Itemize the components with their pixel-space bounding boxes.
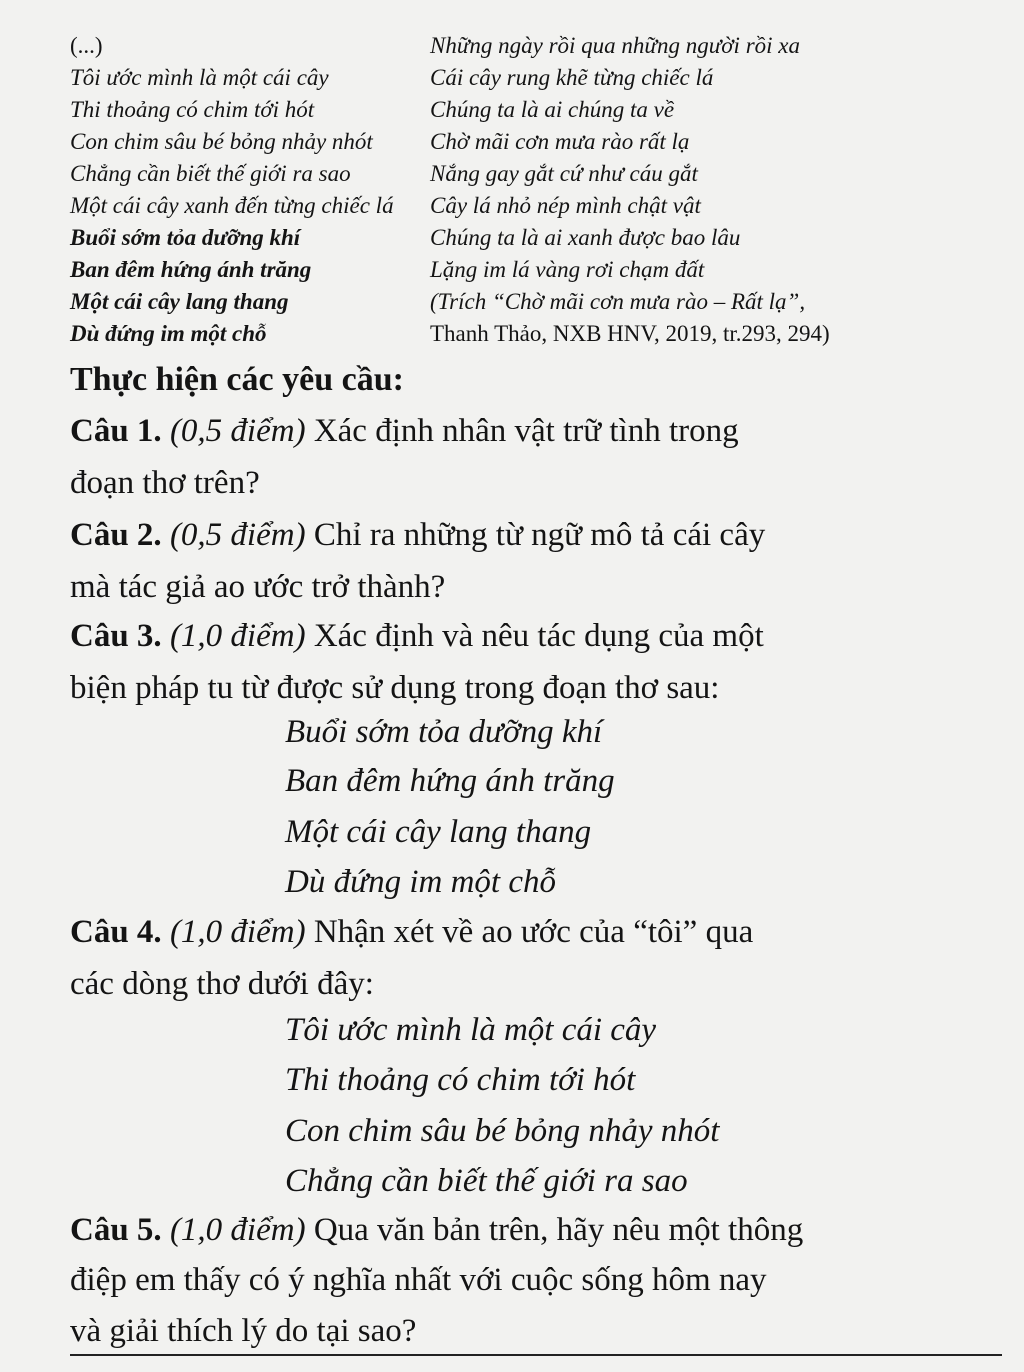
- excerpt-line: Con chim sâu bé bỏng nhảy nhót: [285, 1113, 720, 1149]
- poem-line-left: Dù đứng im một chỗ: [70, 321, 267, 346]
- question-3-cont: biện pháp tu từ được sử dụng trong đoạn thơ sau:: [70, 670, 720, 706]
- excerpt-line: Tôi ước mình là một cái cây: [285, 1012, 657, 1048]
- question-5-cont: điệp em thấy có ý nghĩa nhất với cuộc sống hôm nay: [70, 1262, 767, 1298]
- question-5-cont: và giải thích lý do tại sao?: [70, 1313, 417, 1349]
- excerpt-line: Buổi sớm tỏa dưỡng khí: [285, 714, 603, 750]
- question-text: Xác định nhân vật trữ tình trong: [313, 413, 739, 449]
- question-label: Câu 2.: [70, 517, 162, 553]
- question-1: [70, 405, 1005, 457]
- question-4: [70, 906, 1005, 958]
- question-label: Câu 4.: [70, 914, 162, 950]
- instructions-heading: Thực hiện các yêu cầu:: [70, 361, 404, 398]
- question-text: Nhận xét về ao ước của “tôi” qua: [313, 914, 754, 950]
- poem-line-right: Cái cây rung khẽ từng chiếc lá: [430, 65, 714, 90]
- bottom-rule: [70, 1354, 1002, 1356]
- poem-line-left: (...): [70, 33, 103, 58]
- poem-line-right: Những ngày rồi qua những người rồi xa: [430, 33, 800, 58]
- poem-line-right: Chờ mãi cơn mưa rào rất lạ: [430, 129, 690, 154]
- question-2: [70, 509, 1005, 561]
- excerpt-line: Ban đêm hứng ánh trăng: [285, 763, 615, 799]
- poem-line-left: Con chim sâu bé bỏng nhảy nhót: [70, 129, 373, 154]
- question-text: Xác định và nêu tác dụng của một: [313, 618, 764, 654]
- excerpt-line: Dù đứng im một chỗ: [285, 864, 556, 900]
- poem-line-right: Chúng ta là ai chúng ta về: [430, 97, 675, 122]
- question-label: Câu 1.: [70, 413, 162, 449]
- poem-source-citation: (Trích “Chờ mãi cơn mưa rào – Rất lạ”,: [430, 289, 806, 314]
- poem-line-right: Chúng ta là ai xanh được bao lâu: [430, 225, 741, 250]
- poem-line-left: Chẳng cần biết thế giới ra sao: [70, 161, 351, 186]
- question-points: (1,0 điểm): [169, 914, 306, 950]
- poem-line-left: Ban đêm hứng ánh trăng: [70, 257, 312, 282]
- poem-line-left: Một cái cây lang thang: [70, 289, 289, 314]
- poem-line-right: Nắng gay gắt cứ như cáu gắt: [430, 161, 698, 186]
- question-points: (1,0 điểm): [169, 1212, 306, 1248]
- question-4-cont: các dòng thơ dưới đây:: [70, 966, 374, 1002]
- poem-line-right: Lặng im lá vàng rơi chạm đất: [430, 257, 705, 282]
- poem-line-left: Một cái cây xanh đến từng chiếc lá: [70, 193, 394, 218]
- excerpt-line: Thi thoảng có chim tới hót: [285, 1062, 636, 1098]
- poem-source-citation: Thanh Thảo, NXB HNV, 2019, tr.293, 294): [430, 321, 830, 346]
- question-3: [70, 610, 1005, 662]
- question-1-cont: đoạn thơ trên?: [70, 465, 260, 501]
- question-points: (0,5 điểm): [169, 517, 306, 553]
- poem-line-left: Buổi sớm tỏa dưỡng khí: [70, 225, 301, 250]
- question-2-cont: mà tác giả ao ước trở thành?: [70, 569, 446, 605]
- poem-line-left: Tôi ước mình là một cái cây: [70, 65, 329, 90]
- question-points: (1,0 điểm): [169, 618, 306, 654]
- question-label: Câu 3.: [70, 618, 162, 654]
- excerpt-line: Một cái cây lang thang: [285, 814, 592, 850]
- question-text: Qua văn bản trên, hãy nêu một thông: [313, 1212, 804, 1248]
- question-label: Câu 5.: [70, 1212, 162, 1248]
- excerpt-line: Chẳng cần biết thế giới ra sao: [285, 1163, 688, 1199]
- question-text: Chỉ ra những từ ngữ mô tả cái cây: [313, 517, 766, 553]
- question-points: (0,5 điểm): [169, 413, 306, 449]
- poem-line-left: Thi thoảng có chim tới hót: [70, 97, 315, 122]
- question-5: [70, 1204, 1005, 1256]
- poem-line-right: Cây lá nhỏ nép mình chật vật: [430, 193, 701, 218]
